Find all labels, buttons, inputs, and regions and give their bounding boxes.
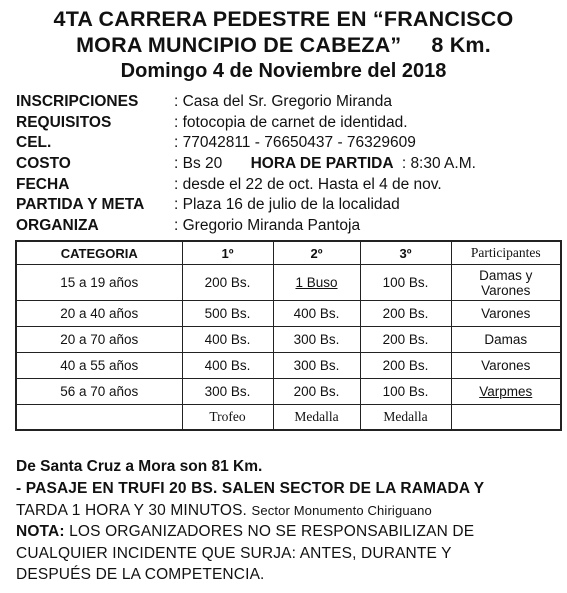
table-cell: 15 a 19 años (16, 265, 182, 301)
table-cell: 400 Bs. (273, 301, 360, 327)
table-cell: 100 Bs. (360, 265, 451, 301)
column-header-categoria: CATEGORIA (16, 241, 182, 265)
flyer-header (0, 6, 567, 84)
info-label: COSTO (16, 155, 71, 173)
table-cell: 100 Bs. (360, 379, 451, 405)
travel-notes (16, 456, 561, 586)
info-label: REQUISITOS (16, 113, 112, 131)
pasaje-line-1 (16, 478, 561, 500)
info-row-requisitos (16, 113, 556, 134)
table-cell: 400 Bs. (182, 327, 273, 353)
table-row (16, 379, 561, 405)
table-cell: Medalla (360, 405, 451, 431)
table-cell: 1 Buso (273, 265, 360, 301)
event-title-line-1: 4TA CARRERA PEDESTRE EN “FRANCISCO (53, 7, 514, 31)
distance-note: De Santa Cruz a Mora son 81 Km. (16, 458, 263, 475)
event-date: Domingo 4 de Noviembre del 2018 (120, 60, 447, 82)
participants-text: Damas y Varones (479, 267, 533, 298)
table-row (16, 353, 561, 379)
event-distance: 8 Km. (431, 33, 491, 57)
info-label: PARTIDA Y META (16, 196, 145, 214)
info-row-fecha (16, 175, 556, 196)
column-header-participantes: Participantes (451, 241, 561, 265)
info-value: : fotocopia de carnet de identidad. (174, 113, 408, 131)
nota-label: NOTA: (16, 523, 65, 540)
table-cell: Varones (451, 301, 561, 327)
table-cell: Varones (451, 353, 561, 379)
table-cell: 300 Bs. (273, 327, 360, 353)
info-row-costo (16, 154, 556, 175)
table-cell: Medalla (273, 405, 360, 431)
column-header-1st: 1º (182, 241, 273, 265)
table-cell: Trofeo (182, 405, 273, 431)
pasaje-line-2-tail: Sector Monumento Chiriguano (251, 502, 432, 518)
table-cell: 200 Bs. (273, 379, 360, 405)
table-footer-row (16, 405, 561, 431)
pasaje-line-1-text: - PASAJE EN TRUFI 20 BS. SALEN SECTOR DE LA RAMADA Y (16, 480, 485, 497)
column-header-2nd: 2º (273, 241, 360, 265)
table-cell (451, 405, 561, 431)
table-row (16, 301, 561, 327)
event-info (16, 92, 556, 237)
info-value: : Casa del Sr. Gregorio Miranda (174, 93, 392, 110)
nota-line-1-text: LOS ORGANIZADORES NO SE RESPONSABILIZAN DE (64, 523, 475, 540)
info-row-inscripciones (16, 92, 556, 113)
hora-value: : 8:30 A.M. (401, 155, 476, 173)
table-cell: 400 Bs. (182, 353, 273, 379)
table-cell: Damas (451, 327, 561, 353)
column-header-3rd: 3º (360, 241, 451, 265)
table-cell: Varpmes (451, 379, 561, 405)
hora-label: HORA DE PARTIDA (250, 155, 394, 173)
prize-table (15, 240, 562, 431)
nota-line-2: CUALQUIER INCIDENTE QUE SURJA: ANTES, DURANTE Y (16, 544, 452, 562)
table-cell: 40 a 55 años (16, 353, 182, 379)
pasaje-line-2 (16, 500, 561, 522)
costo-value: : Bs 20 (174, 155, 223, 173)
pasaje-line-2-text: TARDA 1 HORA Y 30 MINUTOS. (16, 501, 248, 519)
info-value: : 77042811 - 76650437 - 76329609 (174, 134, 416, 152)
table-cell: 500 Bs. (182, 301, 273, 327)
event-title-text: MORA MUNCIPIO DE CABEZA” (76, 33, 402, 57)
table-cell: 200 Bs. (360, 301, 451, 327)
table-cell: 200 Bs. (360, 327, 451, 353)
table-cell: 20 a 70 años (16, 327, 182, 353)
table-header-row (16, 241, 561, 265)
table-cell: 300 Bs. (273, 353, 360, 379)
table-cell: 56 a 70 años (16, 379, 182, 405)
table-cell: 200 Bs. (182, 265, 273, 301)
table-cell: 200 Bs. (360, 353, 451, 379)
nota-line-1 (16, 521, 561, 543)
info-value: : Gregorio Miranda Pantoja (174, 217, 361, 235)
info-label: FECHA (16, 175, 70, 193)
info-value: : Plaza 16 de julio de la localidad (174, 196, 400, 214)
info-value: : desde el 22 de oct. Hasta el 4 de nov. (174, 175, 442, 193)
table-cell: 300 Bs. (182, 379, 273, 405)
info-value (174, 154, 476, 174)
info-label: INSCRIPCIONES (16, 93, 139, 110)
info-label: ORGANIZA (16, 217, 99, 235)
info-label: CEL. (16, 134, 52, 152)
event-title-line-2 (0, 32, 567, 58)
table-row (16, 327, 561, 353)
table-cell (451, 265, 561, 301)
table-cell: 20 a 40 años (16, 301, 182, 327)
nota-line-3: DESPUÉS DE LA COMPETENCIA. (16, 566, 265, 583)
info-row-organiza (16, 216, 556, 237)
info-row-partida (16, 195, 556, 216)
info-row-cel (16, 133, 556, 154)
table-cell (16, 405, 182, 431)
table-row (16, 265, 561, 301)
